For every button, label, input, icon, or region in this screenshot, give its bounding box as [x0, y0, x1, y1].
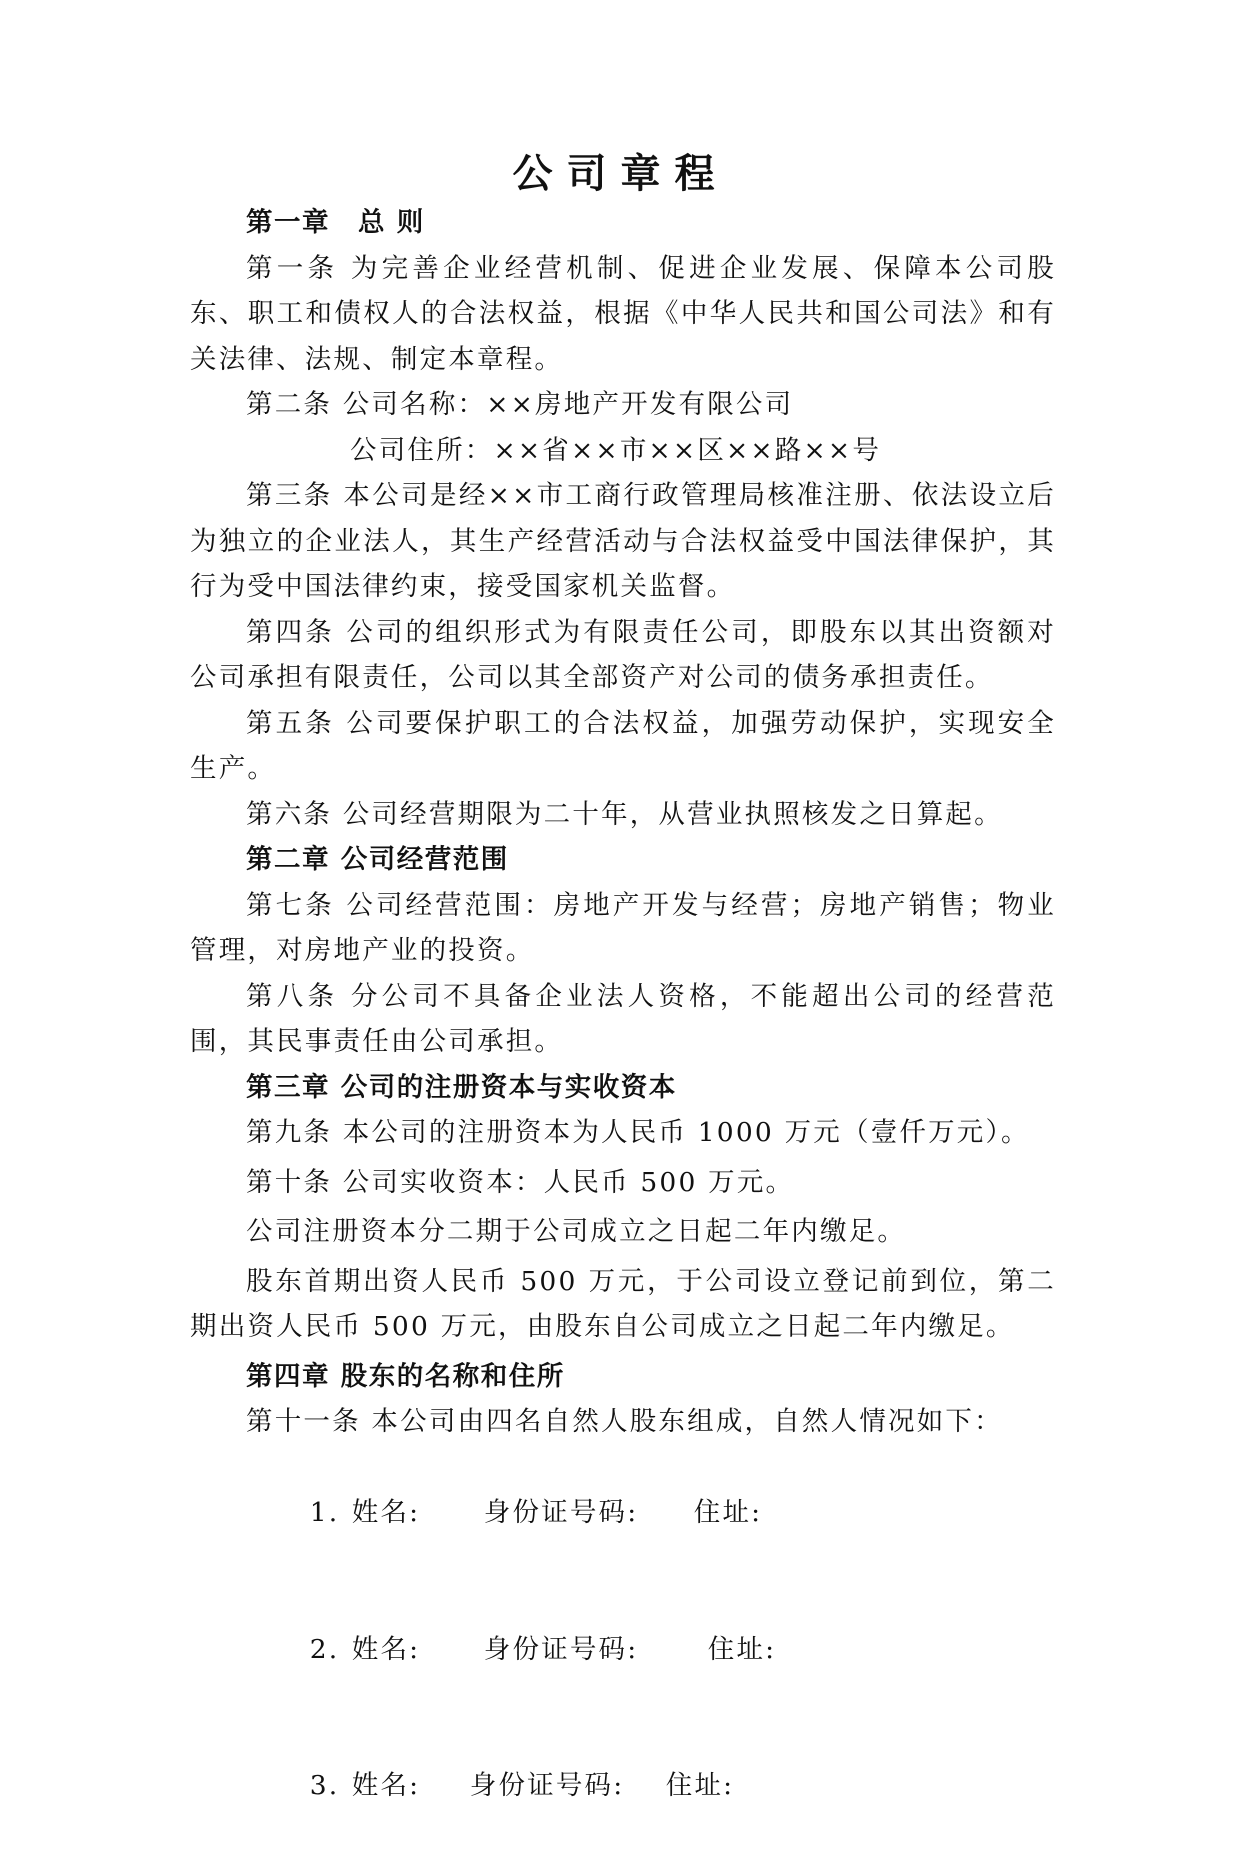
chapter-1-heading: 第一章 总 则	[190, 200, 1056, 246]
shareholder-name-label: 姓名:	[352, 1627, 484, 1673]
article-3: 第三条 本公司是经××市工商行政管理局核准注册、依法设立后为独立的企业法人，其生产经营活动与合法权益受中国法律保护，其行为受中国法律约束，接受国家机关监督。	[190, 473, 1056, 610]
article-10: 第十条 公司实收资本：人民币 500 万元。	[190, 1160, 1056, 1206]
chapter-3-heading: 第三章 公司的注册资本与实收资本	[190, 1065, 1056, 1111]
shareholder-id-label: 身份证号码:	[484, 1627, 708, 1673]
article-7: 第七条 公司经营范围：房地产开发与经营；房地产销售；物业管理，对房地产业的投资。	[190, 883, 1056, 974]
article-5: 第五条 公司要保护职工的合法权益，加强劳动保护，实现安全生产。	[190, 701, 1056, 792]
shareholder-address-label: 住址:	[694, 1490, 763, 1536]
shareholder-row	[190, 1581, 1056, 1718]
shareholder-id-label: 身份证号码:	[470, 1763, 666, 1809]
chapter-2-heading: 第二章 公司经营范围	[190, 837, 1056, 883]
chapter-4-heading: 第四章 股东的名称和住所	[190, 1354, 1056, 1400]
article-2-company-address: 公司住所：××省××市××区××路××号	[190, 428, 1056, 474]
article-1: 第一条 为完善企业经营机制、促进企业发展、保障本公司股东、职工和债权人的合法权益，根据《中华人民共和国公司法》和有关法律、法规、制定本章程。	[190, 246, 1056, 383]
capital-installments: 股东首期出资人民币 500 万元，于公司设立登记前到位，第二期出资人民币 500 万元，由股东自公司成立之日起二年内缴足。	[190, 1259, 1056, 1350]
document-title: 公司章程	[0, 148, 1241, 200]
article-8: 第八条 分公司不具备企业法人资格，不能超出公司的经营范围，其民事责任由公司承担。	[190, 974, 1056, 1065]
capital-payment-schedule: 公司注册资本分二期于公司成立之日起二年内缴足。	[190, 1209, 1056, 1255]
document-body	[190, 200, 1056, 1854]
article-9: 第九条 本公司的注册资本为人民币 1000 万元（壹仟万元）。	[190, 1110, 1056, 1156]
shareholder-name-label: 姓名:	[352, 1763, 470, 1809]
article-2-company-name: 第二条 公司名称：××房地产开发有限公司	[190, 382, 1056, 428]
shareholder-name-label: 姓名:	[352, 1490, 484, 1536]
shareholder-row	[190, 1718, 1056, 1854]
article-6: 第六条 公司经营期限为二十年，从营业执照核发之日算起。	[190, 792, 1056, 838]
shareholder-number: 1.	[310, 1490, 352, 1536]
shareholder-id-label: 身份证号码:	[484, 1490, 694, 1536]
article-11: 第十一条 本公司由四名自然人股东组成，自然人情况如下：	[190, 1399, 1056, 1445]
shareholder-address-label: 住址:	[708, 1627, 777, 1673]
shareholder-number: 2.	[310, 1627, 352, 1673]
article-4: 第四条 公司的组织形式为有限责任公司，即股东以其出资额对公司承担有限责任，公司以其全部资产对公司的债务承担责任。	[190, 610, 1056, 701]
shareholder-number: 3.	[310, 1763, 352, 1809]
shareholder-row	[190, 1445, 1056, 1582]
shareholder-address-label: 住址:	[666, 1763, 735, 1809]
